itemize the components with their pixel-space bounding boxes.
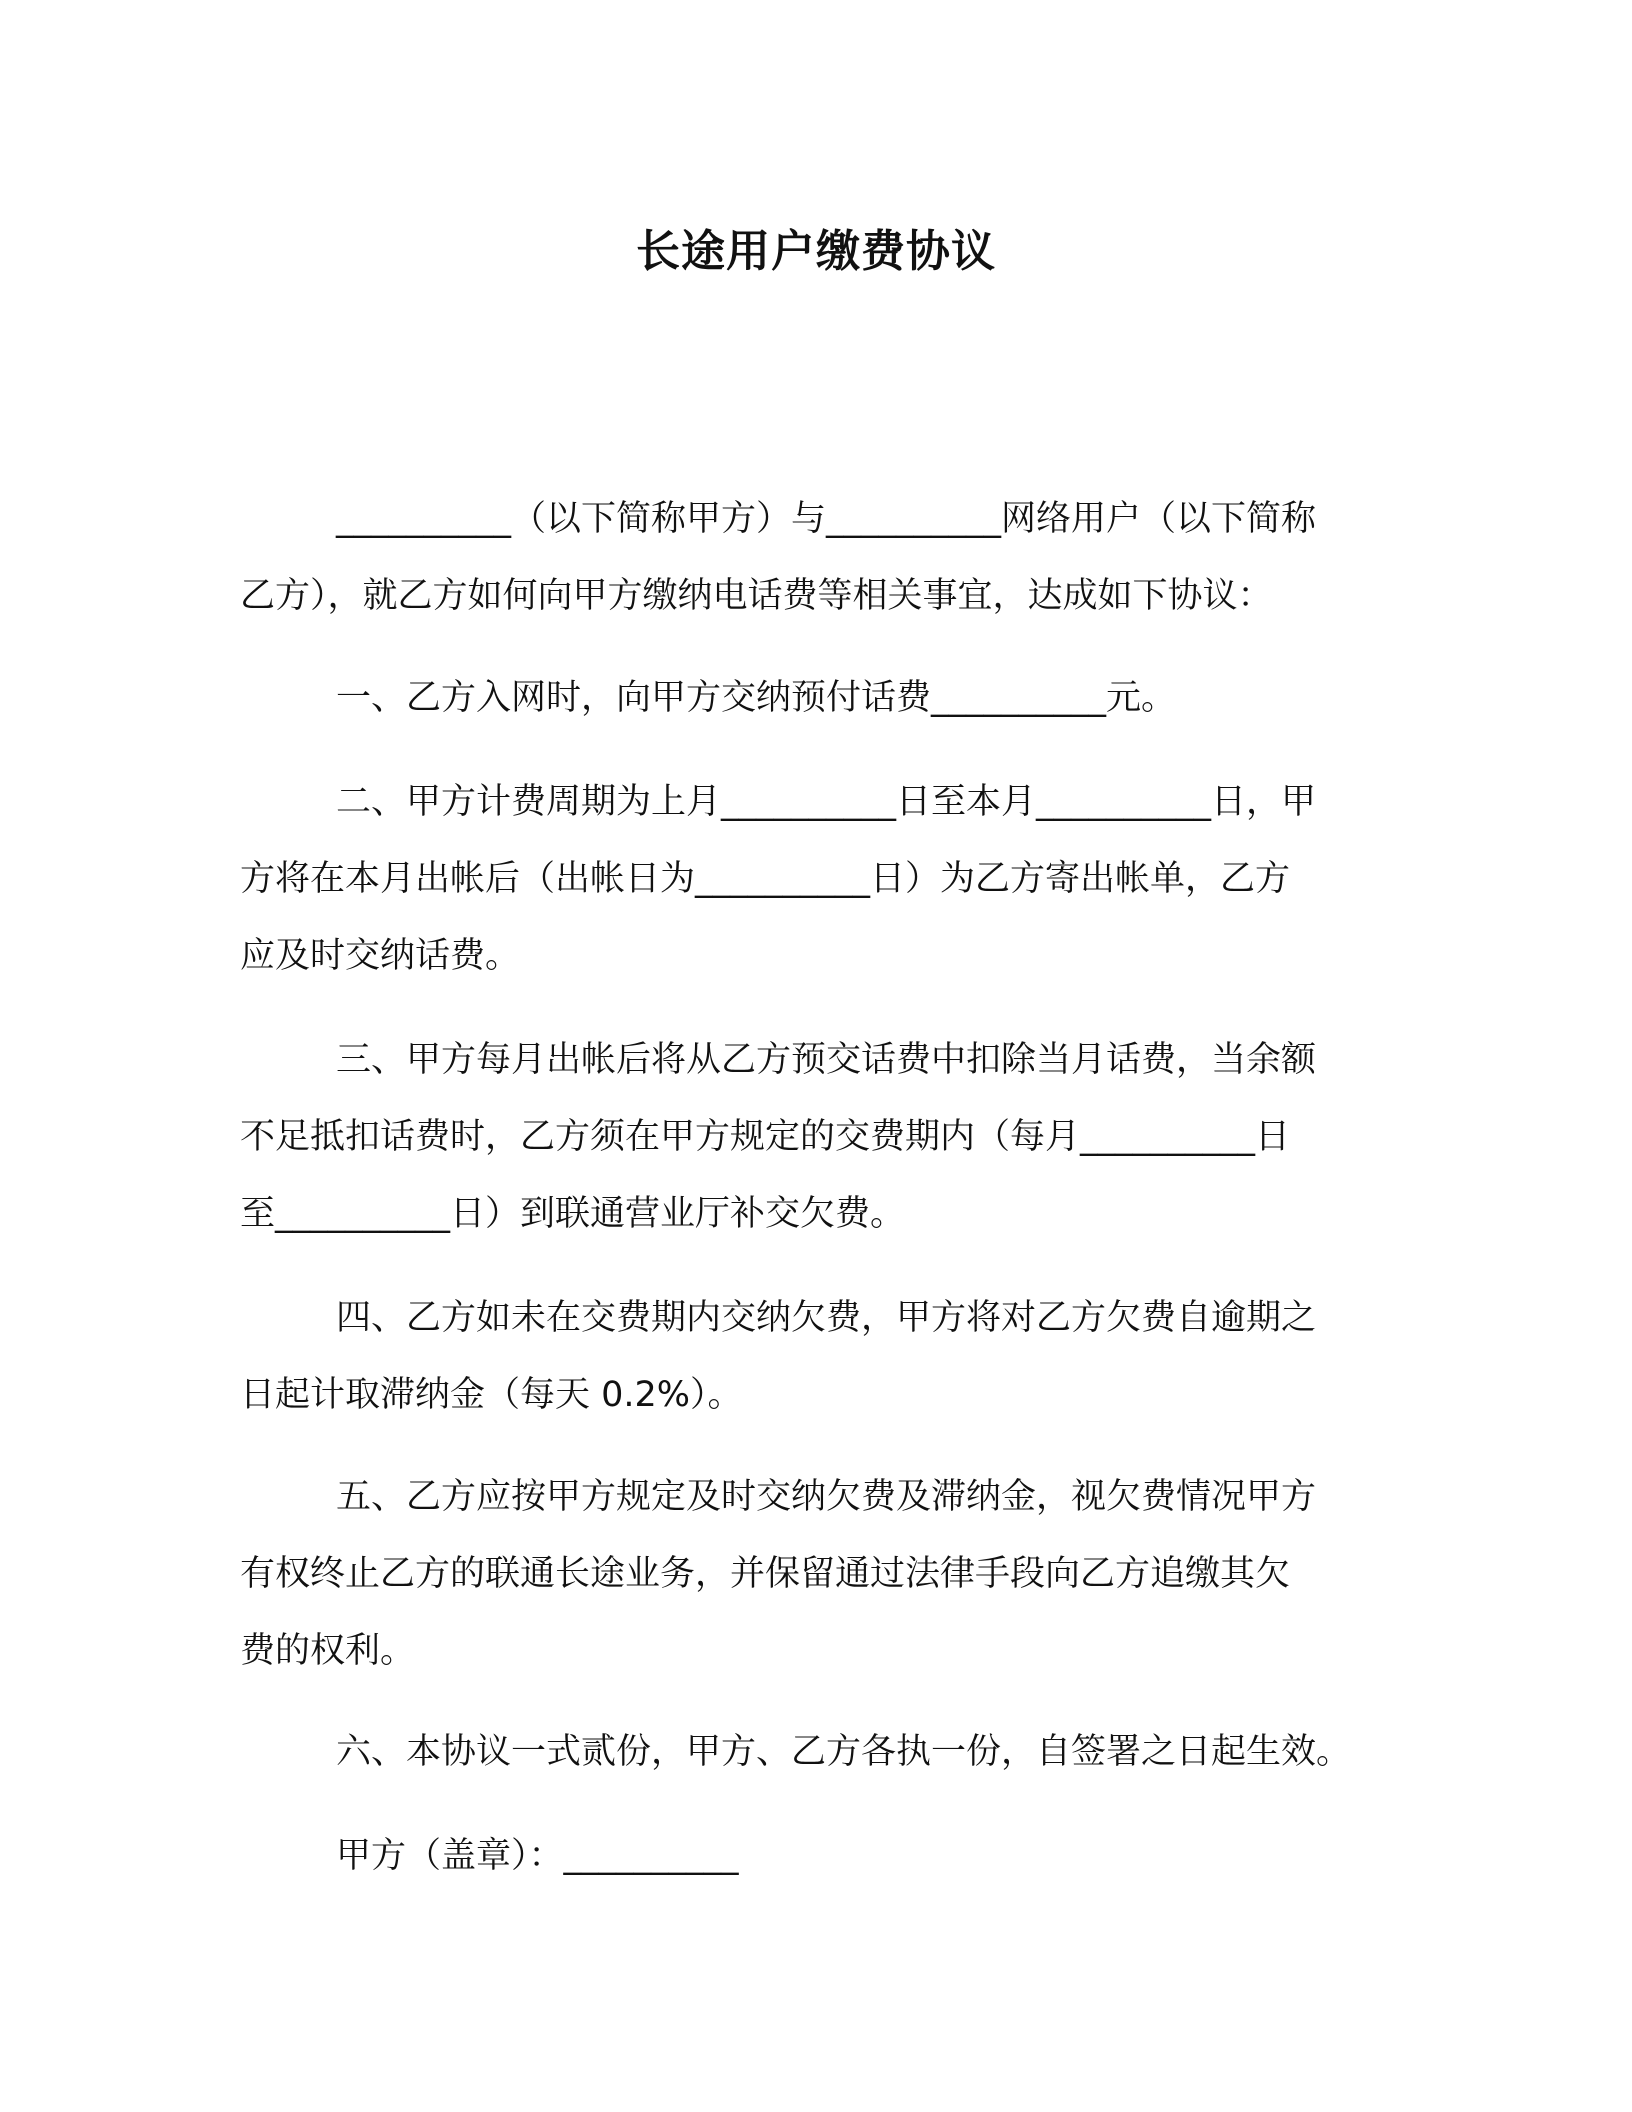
preamble-paragraph bbox=[240, 481, 1390, 635]
clause-2-line-2: 方将在本月出帐后（出帐日为__________日）为乙方寄出帐单，乙方 bbox=[240, 859, 1291, 899]
clause-2-paragraph bbox=[240, 764, 1390, 995]
clause-1-line-1: 一、乙方入网时，向甲方交纳预付话费__________元。 bbox=[336, 678, 1177, 718]
clause-4-line-1: 四、乙方如未在交费期内交纳欠费，甲方将对乙方欠费自逾期之 bbox=[336, 1298, 1317, 1338]
clause-6-line-1: 六、本协议一式贰份，甲方、乙方各执一份，自签署之日起生效。 bbox=[336, 1732, 1352, 1772]
clause-4-line-2: 日起计取滞纳金（每天 0.2%）。 bbox=[240, 1375, 743, 1415]
preamble-line-2: 乙方），就乙方如何向甲方缴纳电话费等相关事宜，达成如下协议： bbox=[240, 576, 1273, 616]
preamble-line-1: __________（以下简称甲方）与__________网络用户（以下简称 bbox=[336, 499, 1317, 539]
clause-5-line-3: 费的权利。 bbox=[240, 1631, 416, 1671]
clause-2-line-1: 二、甲方计费周期为上月__________日至本月__________日，甲 bbox=[336, 782, 1317, 822]
clause-3-line-1: 三、甲方每月出帐后将从乙方预交话费中扣除当月话费，当余额 bbox=[336, 1040, 1317, 1080]
signature-party-a-line: 甲方（盖章）：__________ bbox=[336, 1836, 739, 1876]
document-title: 长途用户缴费协议 bbox=[636, 226, 996, 277]
clause-4-paragraph bbox=[240, 1280, 1390, 1434]
clause-5-line-2: 有权终止乙方的联通长途业务，并保留通过法律手段向乙方追缴其欠 bbox=[240, 1554, 1291, 1594]
clause-2-line-3: 应及时交纳话费。 bbox=[240, 936, 521, 976]
clause-3-line-3: 至__________日）到联通营业厅补交欠费。 bbox=[240, 1194, 906, 1234]
clause-6-paragraph bbox=[240, 1714, 1390, 1791]
signature-party-a bbox=[240, 1818, 1390, 1895]
clause-1-paragraph bbox=[240, 660, 1390, 737]
clause-3-paragraph bbox=[240, 1022, 1390, 1253]
clause-5-paragraph bbox=[240, 1459, 1390, 1690]
clause-3-line-2: 不足抵扣话费时，乙方须在甲方规定的交费期内（每月__________日 bbox=[240, 1117, 1291, 1157]
clause-5-line-1: 五、乙方应按甲方规定及时交纳欠费及滞纳金，视欠费情况甲方 bbox=[336, 1477, 1317, 1517]
